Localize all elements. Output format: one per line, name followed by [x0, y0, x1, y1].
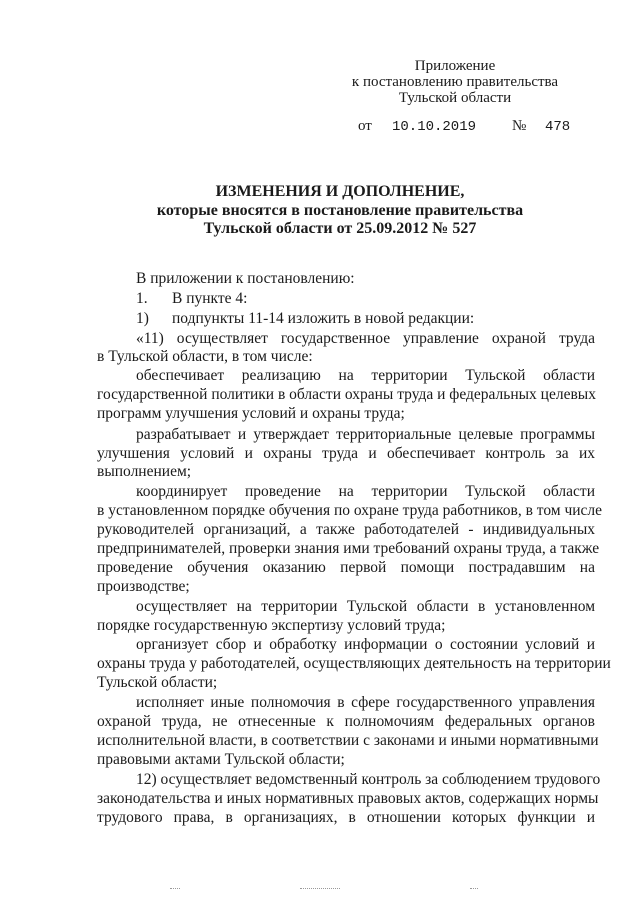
body-line: проведение обучения оказанию первой помощи пострадавшим на	[97, 559, 595, 576]
item-1-number: 1.	[136, 290, 148, 307]
body-line: государственной политики в области охраны труда и федеральных целевых	[97, 386, 596, 403]
body-line: выполнением;	[97, 463, 192, 480]
appendix-line-3: Тульской области	[398, 90, 512, 106]
scan-artifact	[470, 888, 478, 890]
subitem-1-text: подпункты 11-14 изложить в новой редакции:	[172, 310, 475, 327]
body-line: организует сбор и обработку информации о состоянии условий и	[136, 636, 595, 653]
appendix-line-2: к постановлению правительства	[351, 74, 559, 90]
body-line: трудового права, в организациях, в отношении которых функции и	[97, 809, 595, 826]
date-prefix: от	[358, 118, 372, 134]
body-line: программ улучшения условий и охраны труда;	[97, 405, 405, 422]
title-line-3: Тульской области от 25.09.2012 № 527	[203, 220, 477, 237]
body-line: руководителей организаций, а также работодателей - индивидуальных	[97, 521, 595, 538]
body-line: законодательства и иных нормативных правовых актов, содержащих нормы	[97, 790, 599, 807]
body-line: охраной труда, не отнесенные к полномочиям федеральных органов	[97, 713, 595, 730]
subitem-1-number: 1)	[136, 310, 149, 327]
body-line: обеспечивает реализацию на территории Тульской области	[136, 367, 595, 384]
body-line: в установленном порядке обучения по охране труда работников, в том числе	[97, 502, 603, 519]
body-line: исполнительной власти, в соответствии с законами и иными нормативными	[97, 732, 599, 749]
document-number: 478	[545, 119, 571, 135]
body-line: координирует проведение на территории Тульской области	[136, 483, 595, 500]
body-line: осуществляет на территории Тульской области в установленном	[136, 598, 595, 615]
body-line: в Тульской области, в том числе:	[97, 348, 313, 365]
body-line: 12) осуществляет ведомственный контроль за соблюдением трудового	[136, 771, 601, 788]
scan-artifact	[170, 888, 180, 890]
item-1-text: В пункте 4:	[172, 290, 248, 307]
body-line: охраны труда у работодателей, осуществляющих деятельность на территории	[97, 655, 611, 672]
title-line-1: ИЗМЕНЕНИЯ И ДОПОЛНЕНИЕ,	[215, 183, 465, 200]
body-line: улучшения условий и охраны труда и обеспечивает контроль за их	[97, 445, 595, 462]
body-line: «11) осуществляет государственное управление охраной труда	[136, 330, 595, 347]
body-line: разрабатывает и утверждает территориальные целевые программы	[136, 426, 595, 443]
body-line: Тульской области;	[97, 674, 218, 691]
appendix-line-1: Приложение	[414, 58, 496, 74]
document-date: 10.10.2019	[392, 119, 477, 135]
scan-artifact	[300, 888, 340, 890]
body-line: правовыми актами Тульской области;	[97, 751, 345, 768]
body-line: порядке государственную экспертизу условий труда;	[97, 617, 446, 634]
body-line: предпринимателей, проверки знания ими требований охраны труда, а также	[97, 540, 600, 557]
appendix-block	[330, 58, 580, 106]
number-sign: №	[512, 118, 527, 134]
body-line: производстве;	[97, 578, 190, 595]
title-line-2: которые вносятся в постановление правительства	[156, 202, 524, 219]
body-line: исполняет иные полномочия в сфере государственного управления	[136, 694, 595, 711]
intro-line: В приложении к постановлению:	[136, 270, 355, 287]
